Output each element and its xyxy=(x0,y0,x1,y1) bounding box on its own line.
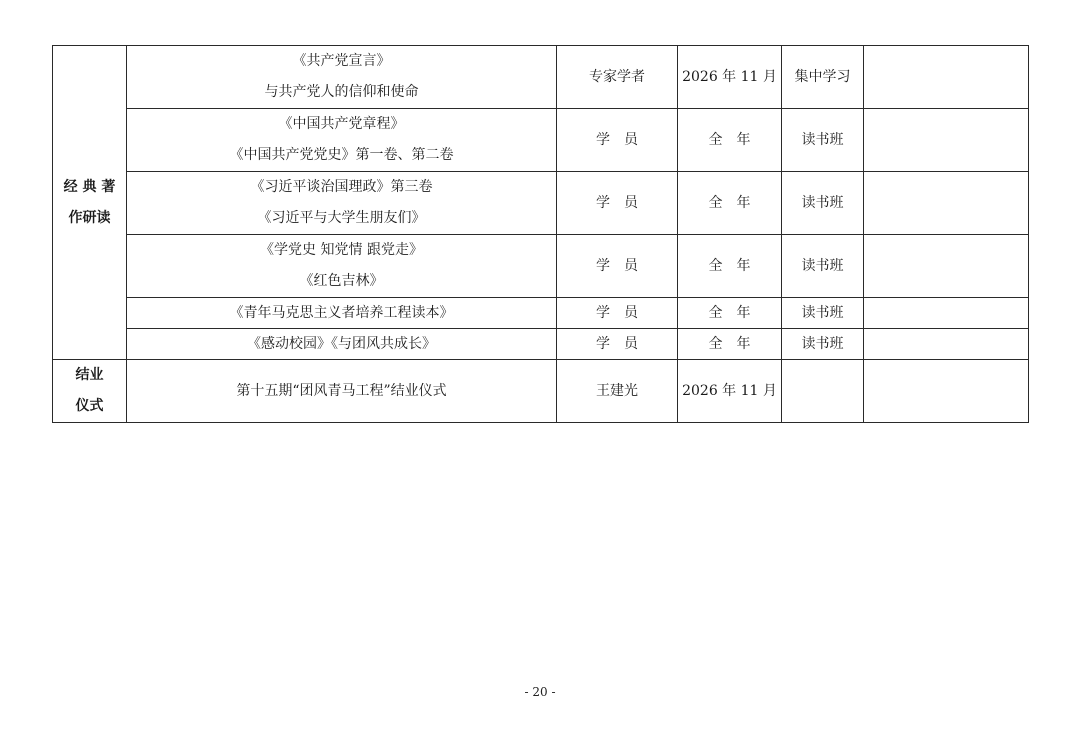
time-cell: 全 年 xyxy=(678,235,782,298)
content-cell xyxy=(127,235,557,298)
note-cell xyxy=(864,235,1029,298)
content-line: 《中国共产党章程》 xyxy=(278,116,405,132)
table-row xyxy=(53,109,1029,172)
presenter-cell: 专家学者 xyxy=(557,46,678,109)
presenter-cell: 学 员 xyxy=(557,235,678,298)
presenter-cell: 学 员 xyxy=(557,109,678,172)
table-row xyxy=(53,329,1029,360)
content-cell: 第十五期“团风青马工程”结业仪式 xyxy=(127,360,557,423)
presenter-cell: 学 员 xyxy=(557,298,678,329)
content-line: 《中国共产党党史》第一卷、第二卷 xyxy=(229,147,454,163)
content-line: 《学党史 知党情 跟党走》 xyxy=(260,242,423,258)
table-row xyxy=(53,360,1029,423)
content-cell: 《感动校园》《与团风共成长》 xyxy=(127,329,557,360)
note-cell xyxy=(864,109,1029,172)
content-cell xyxy=(127,46,557,109)
category-line: 作研读 xyxy=(68,209,111,226)
presenter-cell: 学 员 xyxy=(557,329,678,360)
table-row xyxy=(53,46,1029,109)
category-cell-ceremony xyxy=(53,360,127,423)
time-cell: 全 年 xyxy=(678,329,782,360)
method-cell: 读书班 xyxy=(782,109,864,172)
time-cell: 2026 年 11 月 xyxy=(678,46,782,109)
table-row xyxy=(53,235,1029,298)
category-cell-classics xyxy=(53,46,127,360)
content-line: 与共产党人的信仰和使命 xyxy=(264,84,419,100)
table-row xyxy=(53,298,1029,329)
note-cell xyxy=(864,172,1029,235)
presenter-cell: 王建光 xyxy=(557,360,678,423)
category-line: 仪式 xyxy=(75,398,104,414)
content-cell xyxy=(127,109,557,172)
method-cell: 读书班 xyxy=(782,329,864,360)
content-line: 《习近平与大学生朋友们》 xyxy=(257,210,426,226)
time-cell: 全 年 xyxy=(678,109,782,172)
content-cell xyxy=(127,172,557,235)
note-cell xyxy=(864,46,1029,109)
content-line: 《共产党宣言》 xyxy=(292,53,391,69)
content-cell: 《青年马克思主义者培养工程读本》 xyxy=(127,298,557,329)
training-schedule-table xyxy=(52,45,1029,423)
method-cell: 读书班 xyxy=(782,172,864,235)
method-cell xyxy=(782,360,864,423)
category-line: 经 典 著 xyxy=(63,178,116,195)
method-cell: 读书班 xyxy=(782,235,864,298)
time-cell: 全 年 xyxy=(678,172,782,235)
method-cell: 集中学习 xyxy=(782,46,864,109)
category-line: 结业 xyxy=(75,367,104,383)
presenter-cell: 学 员 xyxy=(557,172,678,235)
table-row xyxy=(53,172,1029,235)
note-cell xyxy=(864,360,1029,423)
time-cell: 2026 年 11 月 xyxy=(678,360,782,423)
page-number: - 20 - xyxy=(524,685,556,699)
note-cell xyxy=(864,298,1029,329)
note-cell xyxy=(864,329,1029,360)
content-line: 《红色吉林》 xyxy=(299,273,384,289)
method-cell: 读书班 xyxy=(782,298,864,329)
time-cell: 全 年 xyxy=(678,298,782,329)
content-line: 《习近平谈治国理政》第三卷 xyxy=(250,179,433,195)
